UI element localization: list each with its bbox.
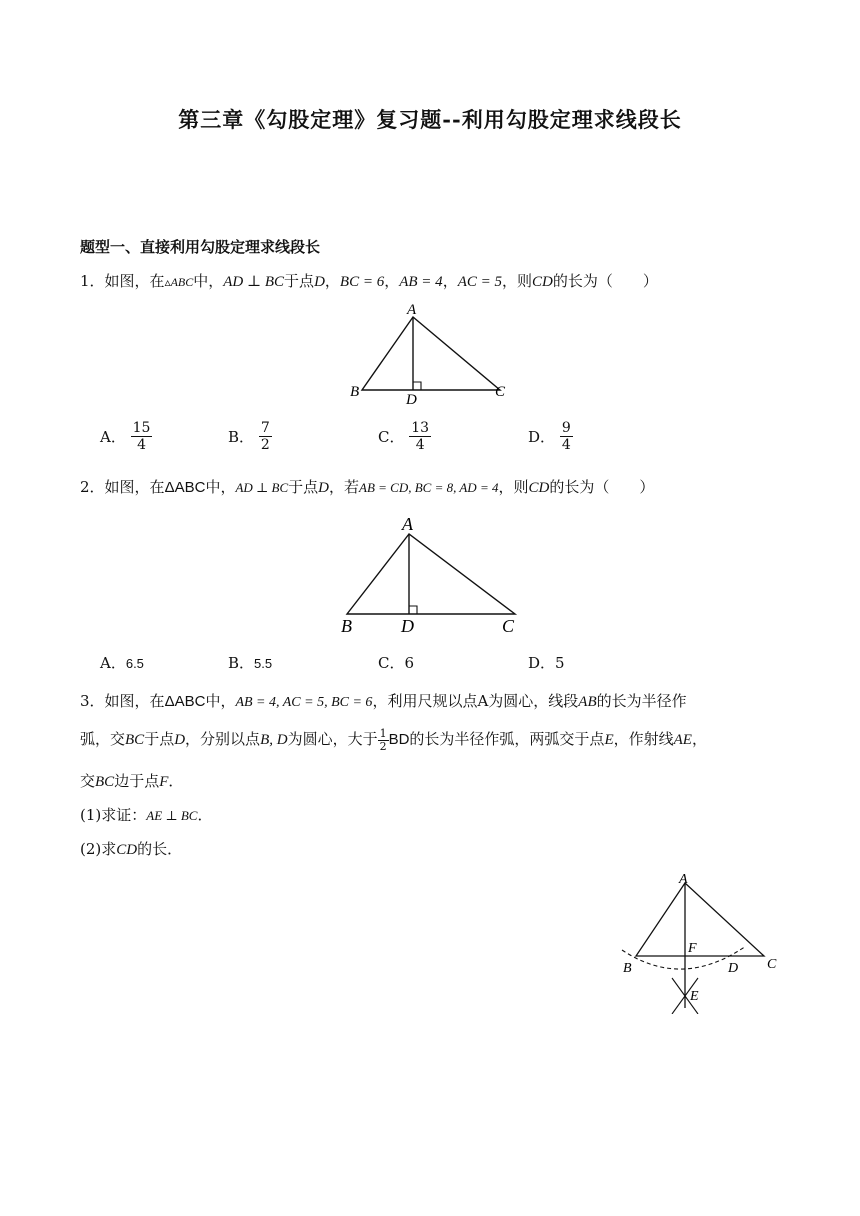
q3-text: 交 — [80, 772, 96, 790]
q3-part-1 — [80, 804, 213, 825]
q3-math: BC — [95, 774, 115, 790]
q3-text: 弧，交 — [80, 730, 126, 749]
option-label: C． — [378, 654, 405, 672]
q2-figure — [335, 512, 530, 640]
page-title: 第三章《勾股定理》复习题--利用勾股定理求线段长 — [178, 107, 682, 132]
q1-text: ， — [384, 272, 400, 290]
q1-label-d: D — [406, 392, 417, 408]
fraction-numerator: 13 — [411, 420, 430, 436]
q1-label-b: B — [350, 384, 360, 400]
option-value: 5 — [555, 654, 565, 672]
q3-math: AB = 4, AC = 5, BC = 6 — [235, 695, 373, 710]
fraction-denominator: 4 — [561, 437, 571, 454]
q2-option-c[interactable] — [378, 652, 414, 673]
q3-math: BD — [388, 731, 410, 749]
q1-label-c: C — [495, 384, 506, 400]
q3-label-d: D — [728, 961, 739, 976]
q2-text: 于点 — [288, 478, 319, 496]
option-label: B． — [228, 428, 255, 447]
q2-label-d: D — [401, 616, 414, 636]
q3-text: 于点 — [144, 730, 175, 749]
q3-text: 中， — [205, 692, 236, 710]
q3-math: B, D — [260, 732, 288, 749]
q1-math: AC = 5 — [457, 274, 502, 290]
q2-label-a: A — [402, 514, 413, 534]
q1-text: ， — [324, 272, 340, 290]
q2-text: ，则 — [498, 478, 529, 496]
q3-math: AE ⊥ BC — [146, 808, 198, 823]
q2-math: ΔABC — [164, 479, 206, 496]
q3-label-e: E — [690, 989, 699, 1004]
q1-number: 1． — [80, 272, 105, 290]
option-value: 6 — [404, 654, 415, 672]
option-value: 6.5 — [125, 656, 144, 671]
q3-label-a: A — [679, 872, 688, 887]
option-label: A． — [100, 428, 126, 447]
q2-label-c: C — [502, 616, 515, 636]
q2-triangle — [347, 534, 515, 614]
q1-math: D — [314, 274, 325, 290]
q3-math: D — [174, 732, 186, 749]
option-label: B． — [228, 654, 255, 672]
q1-text: ，则 — [502, 272, 533, 290]
q3-text: 的长为半径作 — [596, 692, 687, 710]
question-1-text — [80, 270, 658, 291]
q1-math: AB = 4 — [399, 274, 443, 290]
q1-text: 中， — [193, 272, 224, 290]
q1-math: ▵ABC — [164, 275, 194, 289]
q1-right-angle-mark — [413, 382, 421, 390]
q3-label-b: B — [623, 961, 632, 976]
q2-text: 中， — [205, 478, 236, 496]
q3-text: (2)求 — [80, 840, 117, 858]
q3-triangle — [636, 883, 764, 956]
q2-option-b[interactable] — [228, 652, 272, 673]
q2-math: CD — [528, 480, 550, 496]
q1-math: BC = 6 — [339, 274, 385, 290]
q2-option-d[interactable] — [528, 652, 565, 673]
fraction-numerator: 7 — [260, 420, 270, 436]
q3-text: ． — [168, 772, 184, 790]
option-value: 5.5 — [254, 656, 273, 671]
fraction-denominator: 2 — [379, 739, 387, 753]
q3-text: 边于点 — [114, 772, 160, 790]
q2-option-a[interactable] — [100, 652, 144, 673]
q1-text: 于点 — [284, 272, 315, 290]
fraction-numerator: 15 — [132, 420, 151, 436]
question-2-text — [80, 476, 654, 497]
q1-text: ， — [442, 272, 458, 290]
q1-triangle — [362, 317, 500, 390]
q2-text: 的长为（ ） — [549, 478, 655, 496]
q1-figure — [340, 300, 520, 410]
question-3-line-3 — [80, 770, 183, 791]
q1-option-c[interactable] — [378, 420, 431, 453]
q1-math: CD — [532, 274, 553, 290]
q3-text: 如图，在 — [104, 692, 165, 710]
q2-label-b: B — [341, 616, 352, 636]
q3-label-f: F — [688, 941, 697, 956]
q3-math: AE — [673, 732, 692, 749]
option-label: D． — [528, 654, 556, 672]
q2-math: AD ⊥ BC — [235, 480, 289, 495]
q3-text: ，分别以点 — [185, 730, 261, 749]
fraction-numerator: 9 — [561, 420, 571, 436]
fraction-denominator: 2 — [260, 437, 270, 454]
q3-text: ， — [691, 730, 707, 749]
q2-math: AB = CD, BC = 8, AD = 4 — [359, 480, 499, 495]
q3-math: CD — [116, 842, 138, 858]
q3-text: 为圆心，大于 — [287, 730, 378, 749]
q3-math: BC — [125, 732, 145, 749]
q3-text: ． — [197, 806, 213, 824]
question-3-line-1 — [80, 690, 687, 711]
q3-math: F — [159, 774, 169, 790]
q3-math: ΔABC — [164, 693, 206, 710]
q3-text: (1)求证： — [80, 806, 147, 824]
section-heading: 题型一、直接利用勾股定理求线段长 — [80, 238, 321, 256]
q3-label-c: C — [767, 957, 777, 972]
q3-math: AB — [578, 694, 597, 710]
option-label: A． — [100, 654, 126, 672]
q3-text: 的长为半径作弧，两弧交于点 — [409, 730, 605, 749]
q3-text: ，作射线 — [613, 730, 674, 749]
q1-option-d[interactable] — [528, 420, 573, 453]
fraction-denominator: 4 — [137, 437, 146, 454]
q3-number: 3． — [80, 692, 105, 710]
option-label: C． — [378, 428, 405, 447]
fraction-denominator: 4 — [415, 437, 425, 454]
q2-text: ，若 — [328, 478, 359, 496]
q1-text: 的长为（ ） — [552, 272, 658, 290]
q2-number: 2． — [80, 478, 105, 496]
option-label: D． — [528, 428, 556, 447]
q1-option-a[interactable] — [100, 420, 152, 453]
q3-text: ，利用尺规以点A为圆心，线段 — [372, 692, 579, 710]
q2-right-angle-mark — [409, 606, 417, 614]
q1-text: 如图，在 — [104, 272, 165, 290]
q1-option-b[interactable] — [228, 420, 272, 453]
q3-figure — [612, 866, 792, 1014]
q1-label-a: A — [407, 302, 417, 318]
fraction-numerator: 1 — [379, 727, 387, 740]
question-3-line-2 — [80, 728, 707, 752]
q2-text: 如图，在 — [104, 478, 165, 496]
q3-part-2 — [80, 838, 182, 859]
q1-math: AD ⊥ BC — [223, 274, 285, 290]
q3-fraction — [378, 728, 389, 752]
q2-math: D — [318, 480, 329, 496]
q3-text: 的长． — [137, 840, 183, 858]
q3-math: E — [604, 732, 614, 749]
